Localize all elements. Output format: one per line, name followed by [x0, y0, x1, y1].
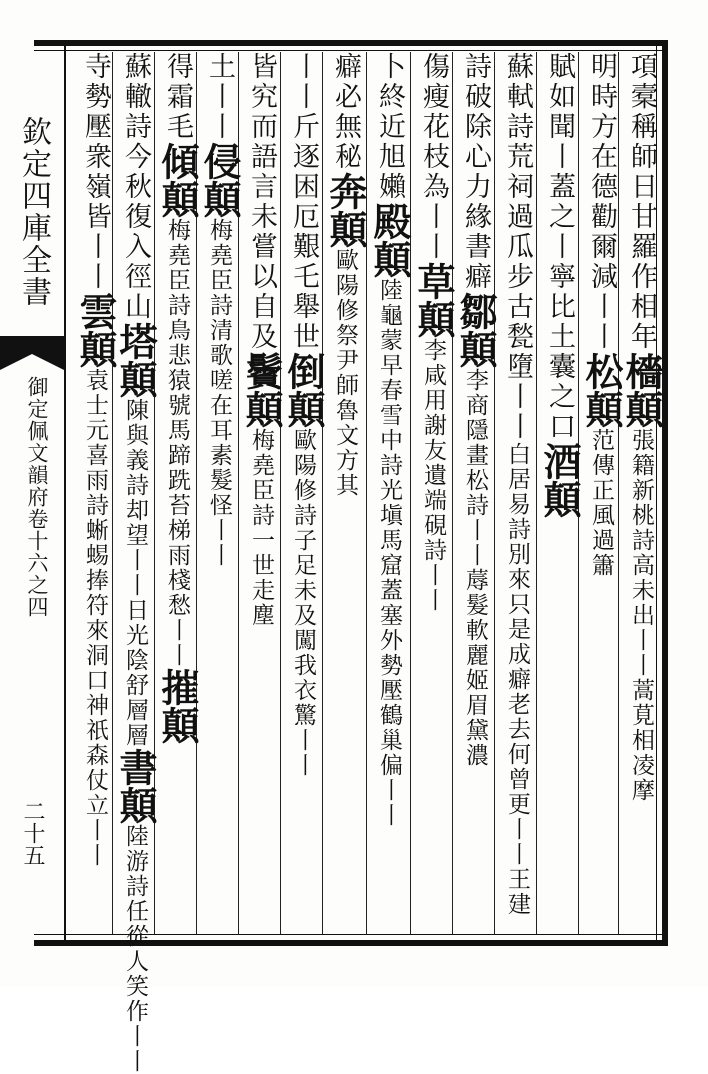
column-text: 詩破除心力緣書癖: [460, 52, 491, 292]
text-column: [411, 52, 456, 932]
entry-note: 陸龜蒙早春雪中詩光塡馬窟蓋塞外勢壓鶴巢偏丨丨: [376, 278, 402, 828]
entry-headword: 奔顛: [323, 172, 368, 248]
entry-note: 陸游詩任從人笑作丨丨: [122, 824, 148, 1074]
text-column: [239, 52, 284, 932]
book-title: 欽定四庫全書: [16, 116, 51, 308]
text-column: [197, 52, 242, 932]
entry-note: 李商隱畫松詩丨丨蓐髮軟麗姬眉黛濃: [462, 368, 488, 768]
frame-top-inner-border: [34, 50, 668, 51]
column-rule: [494, 52, 495, 934]
text-column: [498, 52, 534, 932]
entry-note: 陳與義詩却望丨丨日光陰舒層層: [122, 398, 148, 748]
entry-headword: 草顛: [411, 262, 456, 338]
entry-headword: 殿顛: [367, 202, 412, 278]
text-column: [367, 52, 412, 932]
entry-note: 梅堯臣詩鳥悲猿號馬蹄跣苔梯雨棧愁丨丨: [164, 218, 190, 668]
column-text: 蘇軾詩荒祠過瓜步古甃墮丨丨: [502, 52, 533, 442]
text-column: [579, 52, 624, 932]
frame-right-border: [662, 40, 668, 946]
text-column: [113, 52, 158, 1074]
text-column: [537, 52, 582, 932]
entry-note: 梅堯臣詩一世走塵: [248, 428, 274, 628]
entry-note: 梅堯臣詩清歌嗟在耳素髮怪丨丨: [206, 218, 232, 568]
entry-headword: 鄒顛: [453, 292, 498, 368]
column-text: 皆究而語言未嘗以自及: [246, 52, 277, 352]
page-gutter: [0, 40, 64, 946]
entry-headword: 鬢顛: [239, 352, 284, 428]
text-column: [453, 52, 498, 932]
column-text: 丨丨斤逐困厄艱乇舉世: [288, 52, 319, 352]
entry-headword: 雲顛: [73, 292, 118, 368]
column-text: 傷瘦花枝為丨丨: [418, 52, 449, 262]
column-rule: [280, 52, 281, 934]
text-column: [619, 52, 664, 932]
entry-headword: 書顛: [113, 748, 158, 824]
entry-headword: 酒顛: [537, 442, 582, 518]
entry-headword: 侵顛: [197, 142, 242, 218]
column-text: 寺勢壓衆嶺皆丨丨: [80, 52, 111, 292]
entry-note: 李咸用謝友遺端硯詩丨丨: [420, 338, 446, 613]
entry-headword: 倒顛: [281, 352, 326, 428]
volume-title: 御定佩文韻府卷十六之四: [25, 376, 49, 618]
entry-headword: 傾顛: [155, 142, 200, 218]
frame-top-border: [34, 40, 668, 46]
column-text: 項槖稱師日甘羅作相年: [626, 52, 657, 352]
column-text: 癖必無秘: [330, 52, 361, 172]
page-number: 二十五: [20, 800, 45, 866]
entry-headword: 松顛: [579, 352, 624, 428]
entry-headword: 檣顛: [619, 352, 664, 428]
entry-note: 白居易詩別來只是成癖老去何曾更丨丨王建: [504, 442, 530, 917]
entry-note: 張籍新桃詩高未出丨丨蒿莧相凌摩: [628, 428, 654, 803]
column-rule: [618, 52, 619, 934]
fishtail-mark-icon: [0, 336, 64, 370]
text-column: [155, 52, 200, 932]
entry-note: 范傳正風過簫: [588, 428, 614, 578]
entry-note: 歐陽修詩子足未及闖我衣驚丨丨: [290, 428, 316, 778]
column-text: 賦如聞丨蓋之丨寧比土囊之口: [544, 52, 575, 442]
text-column: [323, 52, 368, 932]
gutter-divider: [64, 40, 66, 946]
entry-note: 歐陽修祭尹師魯文方其: [332, 248, 358, 498]
column-text: 明時方在德勸爾減丨丨: [586, 52, 617, 352]
column-rule: [452, 52, 453, 934]
column-rule: [410, 52, 411, 934]
column-text: 得霜毛: [162, 52, 193, 142]
entry-headword: 摧顛: [155, 668, 200, 744]
entry-note: 袁士元喜雨詩蜥蜴捧符來洞口神祇森仗立丨丨: [82, 368, 108, 868]
column-text: 卜終近旭嬾: [374, 52, 405, 202]
column-text: 蘇轍詩今秋復入徑山: [120, 52, 151, 322]
text-column: [281, 52, 326, 932]
text-column: [72, 52, 118, 932]
column-text: 土丨丨: [204, 52, 235, 142]
entry-headword: 塔顛: [113, 322, 158, 398]
